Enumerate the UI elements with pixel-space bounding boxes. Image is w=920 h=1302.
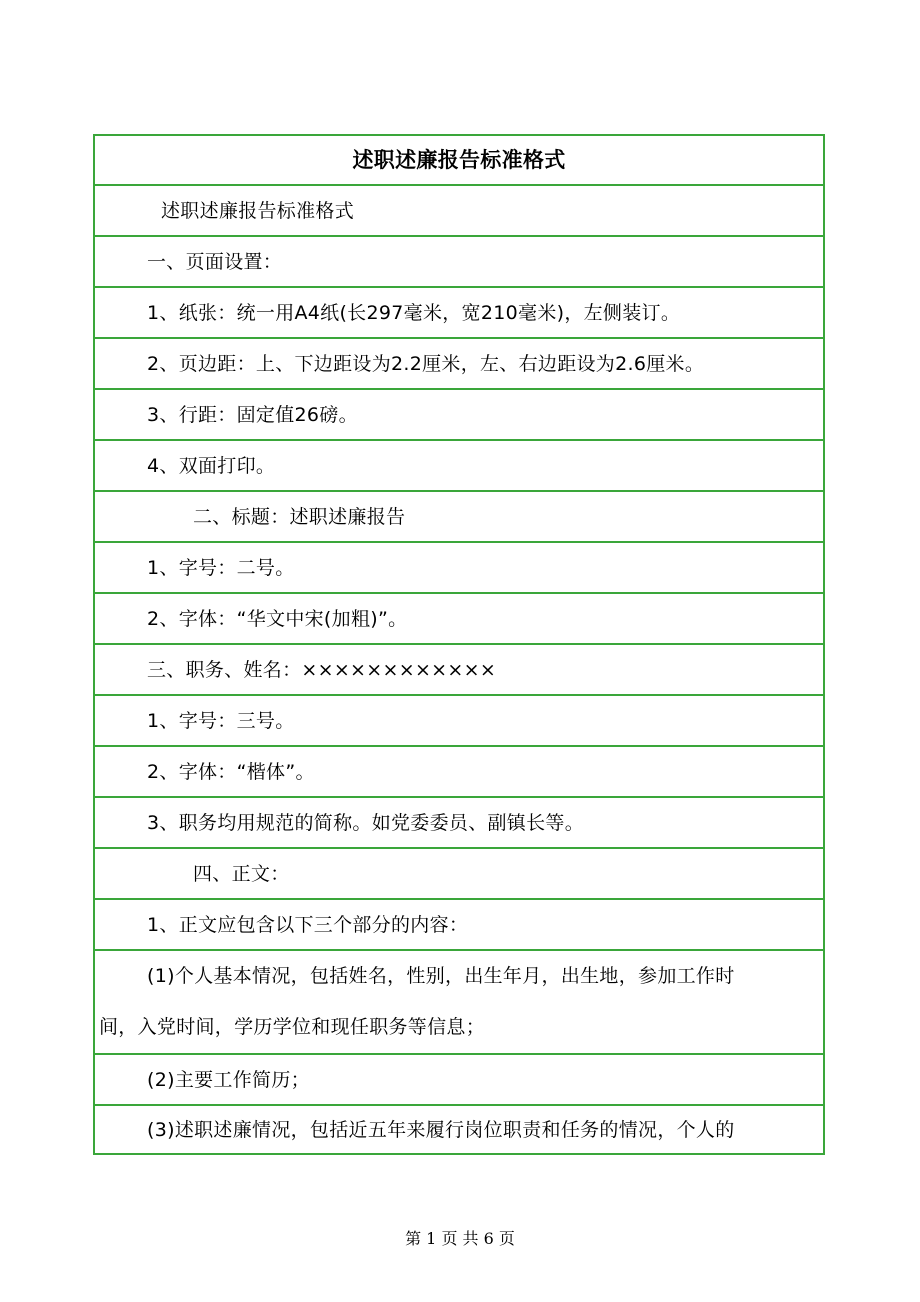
table-row: 2、字体：“楷体”。 (95, 745, 823, 796)
table-row: 一、页面设置： (95, 235, 823, 286)
table-row: 1、字号：二号。 (95, 541, 823, 592)
table-row: 1、正文应包含以下三个部分的内容： (95, 898, 823, 949)
table-row: 三、职务、姓名：×××××××××××× (95, 643, 823, 694)
table-row: (2)主要工作简历； (95, 1053, 823, 1104)
table-row: (3)述职述廉情况，包括近五年来履行岗位职责和任务的情况，个人的 (95, 1104, 823, 1153)
table-row: 述职述廉报告标准格式 (95, 184, 823, 235)
document-title: 述职述廉报告标准格式 (352, 147, 566, 172)
table-row: 二、标题：述职述廉报告 (95, 490, 823, 541)
table-row: 1、纸张：统一用A4纸(长297毫米，宽210毫米)，左侧装订。 (95, 286, 823, 337)
document-table (93, 134, 825, 1155)
table-row: 1、字号：三号。 (95, 694, 823, 745)
paragraph-line: (1)个人基本情况，包括姓名，性别，出生年月，出生地，参加工作时 (147, 965, 735, 987)
table-row: 3、行距：固定值26磅。 (95, 388, 823, 439)
table-row: 四、正文： (95, 847, 823, 898)
page-footer: 第 1 页 共 6 页 (405, 1229, 515, 1248)
table-row: 2、页边距：上、下边距设为2.2厘米，左、右边距设为2.6厘米。 (95, 337, 823, 388)
table-row: 4、双面打印。 (95, 439, 823, 490)
table-row (95, 949, 823, 1053)
table-row: 2、字体：“华文中宋(加粗)”。 (95, 592, 823, 643)
table-row: 3、职务均用规范的简称。如党委委员、副镇长等。 (95, 796, 823, 847)
paragraph-line: 间，入党时间，学历学位和现任职务等信息； (99, 1016, 486, 1038)
